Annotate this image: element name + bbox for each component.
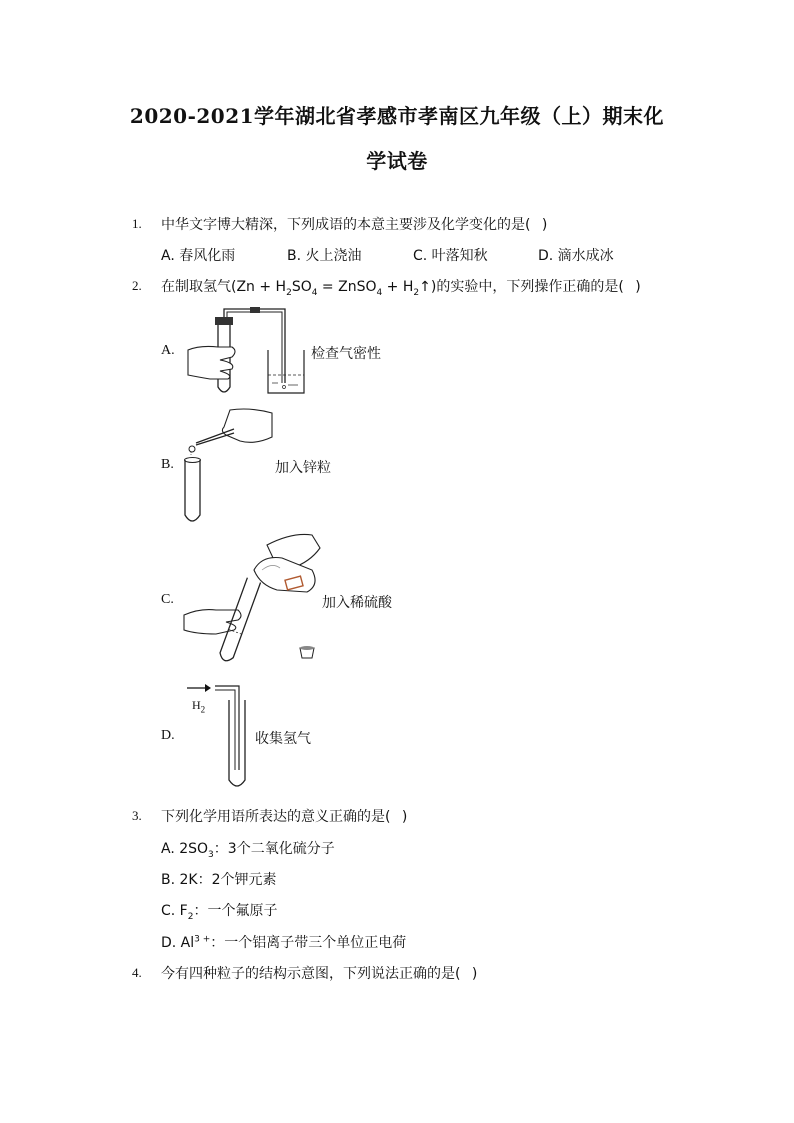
question-1-option-a: A. 春风化雨 [161,248,236,264]
question-2-option-b-letter: B. [161,457,174,472]
question-1-text: 中华文字博大精深，下列成语的本意主要涉及化学变化的是( ) [161,217,548,233]
question-2-option-c-caption: 加入稀硫酸 [322,595,392,611]
exam-title-line2: 学试卷 [366,149,428,173]
question-1-number: 1. [132,216,142,231]
question-2-option-d-letter: D. [161,728,175,743]
question-1-option-d: D. 滴水成冰 [538,248,614,264]
h2-label: $H_2$ [192,698,206,715]
question-2-option-b-caption: 加入锌粒 [275,460,331,476]
add-zinc-figure [180,405,280,527]
question-1-option-c: C. 叶落知秋 [413,248,488,264]
question-3-option-b: B. 2K：2个钾元素 [161,872,277,888]
add-acid-figure [182,530,327,665]
question-2-option-a-caption: 检查气密性 [311,346,381,362]
question-2-number: 2. [132,278,142,293]
question-4-number: 4. [132,965,142,980]
collect-hydrogen-figure [185,680,255,792]
question-4-text: 今有四种粒子的结构示意图，下列说法正确的是( ) [161,966,478,982]
question-3-number: 3. [132,808,142,823]
exam-title-line1: 2020-2021学年湖北省孝感市孝南区九年级（上）期末化 [129,104,665,128]
airtightness-check-figure [180,305,310,400]
question-2-option-a-letter: A. [161,343,175,358]
question-3-text: 下列化学用语所表达的意义正确的是( ) [161,809,408,825]
question-3-option-a: A. $2SO_3$：3个二氧化硫分子 [161,841,335,860]
question-2-option-c-letter: C. [161,592,174,607]
question-1-option-b: B. 火上浇油 [287,248,362,264]
question-3-option-c: C. $F_2$：一个氟原子 [161,903,278,922]
question-2-text: 在制取氢气($Zn + H_2SO_4$ = ZnSO$_4$ + $H_2↑$)的实验中，下列操作正确的是( ) [161,279,641,298]
question-3-option-d: D. $Al^{3 +}$：一个铝离子带三个单位正电荷 [161,934,407,951]
question-2-option-d-caption: 收集氢气 [255,731,311,747]
